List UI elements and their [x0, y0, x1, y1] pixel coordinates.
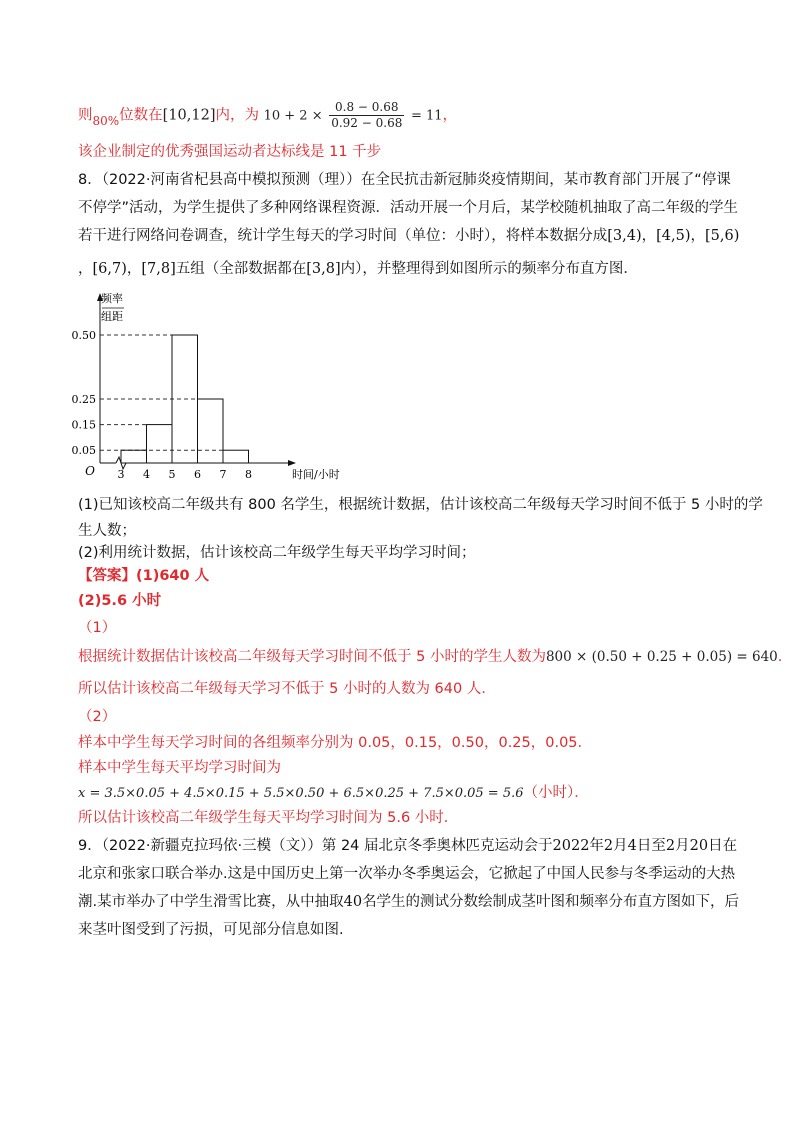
- q8-stem-line3: [78, 226, 740, 246]
- y-axis-label-bottom: 组距: [101, 310, 123, 323]
- x-tick-label: 6: [194, 468, 201, 480]
- y-tick-label: 0.15: [71, 418, 96, 432]
- text: 潮.某市举办了中学生滑雪比赛，从中抽取: [78, 894, 344, 910]
- text: 名学生的测试分数绘制成茎叶图和频率分布直方图如下，后: [362, 894, 740, 910]
- text: 9．（2022·新疆克拉玛依·三模（文））第 24 届北京冬季奥林匹克运动会于: [78, 838, 553, 854]
- x-tick-label: 3: [117, 468, 125, 480]
- solution2-line2: 样本中学生每天平均学习时间为: [78, 760, 281, 776]
- text: 五组（全部数据都在: [175, 261, 307, 277]
- solution1-line2: 所以估计该校高二年级每天学习不低于 5 小时的人数为 640 人．: [78, 681, 496, 697]
- solution2-line4: 所以估计该校高二年级学生每天平均学习时间为 5.6 小时．: [78, 810, 459, 826]
- interval: [7,8]: [141, 261, 176, 277]
- x-axis-arrow: [288, 460, 296, 466]
- q8-sub2: (2)利用统计数据，估计该校高二年级学生每天平均学习时间；: [78, 545, 476, 561]
- text: 日在: [708, 838, 738, 854]
- text: 若干进行网络问卷调查，统计学生每天的学习时间（单位：小时），将样本数据分成: [78, 228, 608, 244]
- q8-stem-line4: [78, 259, 728, 279]
- number: 4: [627, 838, 637, 854]
- text: ．: [574, 785, 589, 801]
- text: 年: [589, 838, 604, 854]
- fraction: [329, 100, 404, 131]
- q9-stem-line1: [78, 836, 738, 856]
- y-tick-label: 0.50: [71, 329, 96, 342]
- origin-label: O: [85, 464, 95, 478]
- x-tick-label: 5: [168, 468, 176, 480]
- interval: [4,5): [656, 228, 691, 244]
- q9-stem-line4: 来茎叶图受到了污损，可见部分信息如图.: [78, 922, 344, 938]
- text: .: [777, 649, 783, 665]
- text: ，: [690, 228, 705, 244]
- q8-stem-line2: 不停学”活动，为学生提供了多种网络课程资源．活动开展一个月后，某学校随机抽取了高二年级的学生: [78, 200, 739, 216]
- solution1-line1: [78, 647, 783, 667]
- y-tick-label: 0.05: [71, 444, 96, 458]
- number: 2022: [552, 838, 590, 854]
- text: 内，为: [215, 107, 259, 124]
- text: 则: [78, 107, 93, 124]
- number: 20: [689, 838, 709, 854]
- math-expr: = 11: [410, 108, 443, 124]
- text: ，: [641, 228, 657, 244]
- solution2-line3: [78, 783, 728, 804]
- x-tick-label: 8: [245, 468, 252, 480]
- x-axis-label: 时间/小时: [292, 468, 340, 480]
- prev-solution-line: [78, 100, 728, 130]
- q9-stem-line2: 北京和张家口联合举办.这是中国历史上第一次举办冬季奥运会，它掀起了中国人民参与冬季运动的大热: [78, 866, 736, 882]
- q8-sub1-line1: (1)已知该校高二年级共有 800 名学生，根据统计数据，估计该校高二年级每天学习时间不低于 5 小时的学: [78, 497, 763, 513]
- histogram-bar-5: [223, 450, 249, 463]
- fraction-denominator: 0.92 − 0.68: [331, 116, 403, 130]
- histogram-bar-4: [198, 399, 224, 463]
- text: 内），并整理得到如图所示的频率分布直方图．: [340, 261, 638, 277]
- histogram-bar-1: [121, 450, 147, 463]
- text: 日至: [636, 838, 666, 854]
- q9-stem-line3: [78, 892, 740, 912]
- number: 2: [665, 838, 676, 854]
- percentile-label: 80%: [92, 113, 120, 128]
- fraction-numerator: 0.8 − 0.68: [329, 100, 404, 116]
- interval: [3,8]: [306, 261, 341, 277]
- answer-label: 【答案】: [78, 568, 136, 584]
- text: 月: [613, 838, 628, 854]
- y-axis-label-top: 频率: [101, 292, 123, 305]
- histogram-bar-2: [147, 425, 173, 463]
- interval: [6,7): [92, 261, 127, 277]
- answer-line1: [78, 566, 728, 586]
- text: 月: [675, 838, 690, 854]
- solution2-line1: 样本中学生每天学习时间的各组频率分别为 0.05，0.15，0.50，0.25，0.05．: [78, 735, 593, 751]
- text: 根据统计数据估计该校高二年级每天学习时间不低于 5 小时的学生人数为: [78, 649, 546, 665]
- answer-2: (2)5.6 小时: [78, 593, 162, 609]
- q8-sub1-line2: 生人数；: [78, 523, 136, 539]
- number: 2: [603, 838, 614, 854]
- interval: [5,6): [705, 228, 740, 244]
- frequency-histogram: [70, 285, 340, 480]
- text: ，: [126, 261, 142, 277]
- text: ，: [442, 107, 458, 124]
- solution1-tag: （1）: [78, 620, 117, 636]
- text: ，: [78, 261, 93, 277]
- prev-solution-conclusion: 该企业制定的优秀强国运动者达标线是 11 千步: [78, 144, 382, 160]
- interval: [10,12]: [162, 107, 216, 124]
- math-expr: x = 3.5×0.05 + 4.5×0.15 + 5.5×0.50 + 6.5×0.25 + 7.5×0.05 = 5.6: [78, 786, 524, 801]
- math-expr: 800 × (0.50 + 0.25 + 0.05) = 640: [545, 649, 778, 665]
- x-tick-label: 4: [143, 468, 150, 480]
- number: 40: [343, 894, 363, 910]
- unit: （小时）: [523, 785, 575, 801]
- answer-1: (1)640 人: [136, 568, 210, 584]
- solution2-tag: （2）: [78, 709, 117, 725]
- text: 位数在: [119, 107, 163, 124]
- y-tick-label: 0.25: [71, 393, 96, 406]
- x-tick-label: 7: [219, 468, 227, 480]
- q8-stem-line1: 8．（2022·河南省杞县高中模拟预测（理））在全民抗击新冠肺炎疫情期间，某市教育部门开展了“停课: [78, 172, 731, 188]
- interval: [3,4): [607, 228, 642, 244]
- math-expr: 10 + 2 ×: [263, 108, 323, 124]
